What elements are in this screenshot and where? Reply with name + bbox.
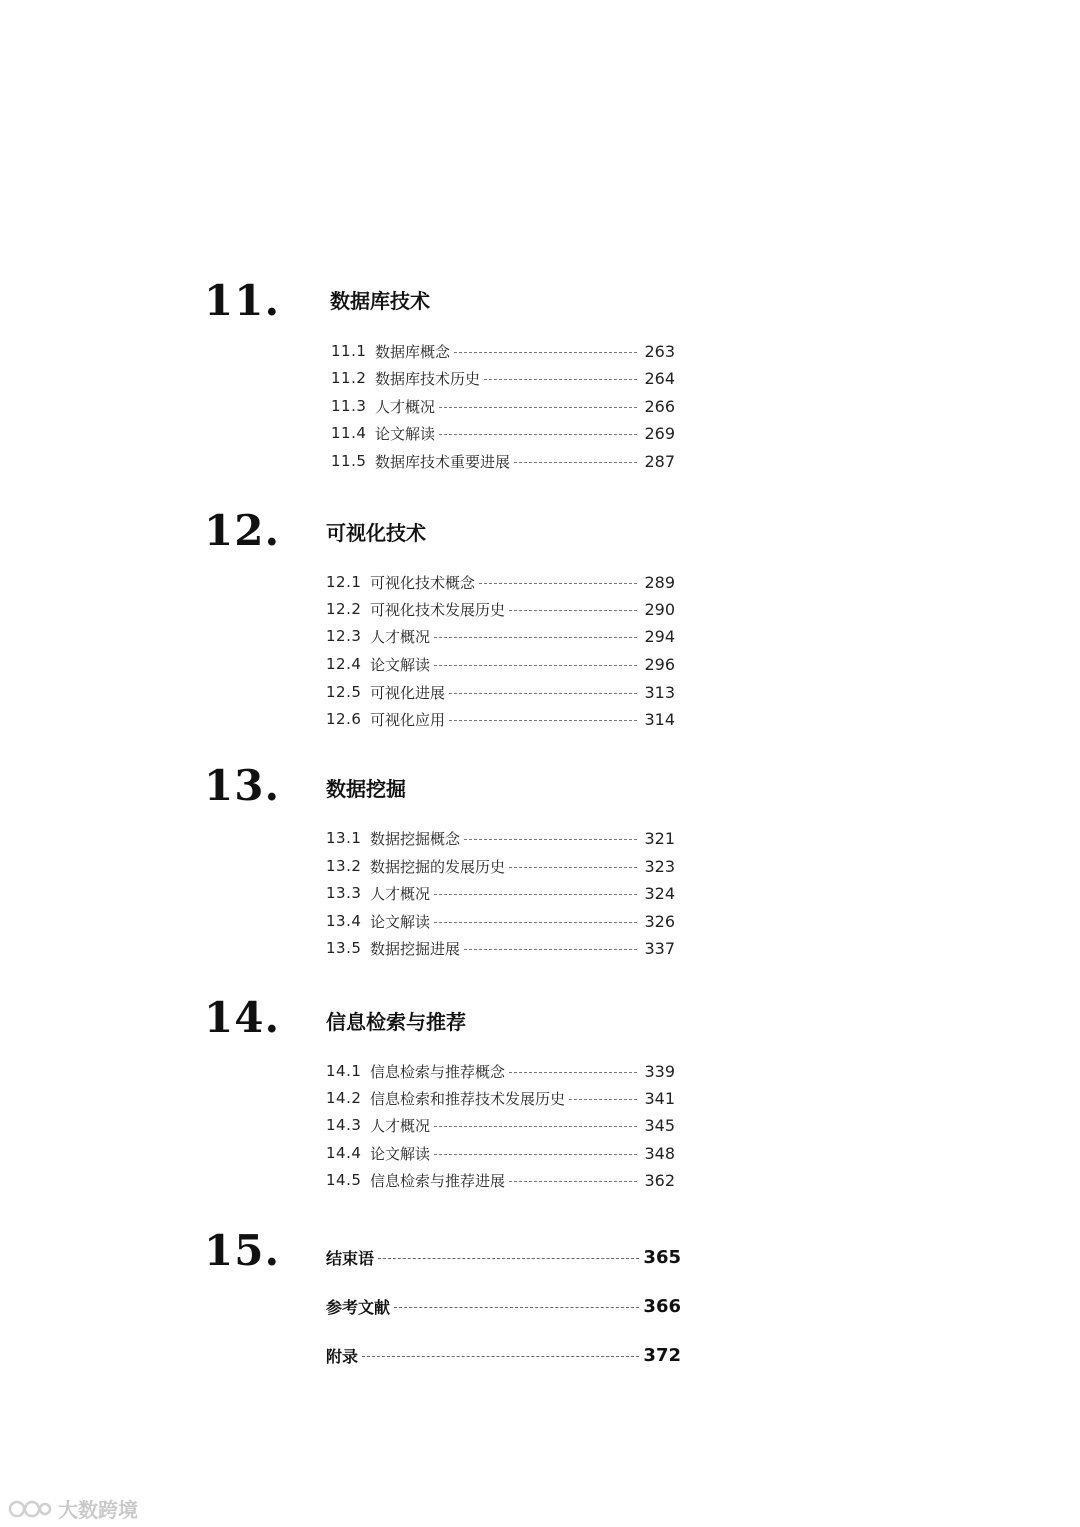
- toc-item[interactable]: [326, 1114, 675, 1136]
- toc-entry-conclusion[interactable]: [326, 1244, 681, 1270]
- toc-item-number: 12.5: [326, 683, 362, 701]
- toc-item-number: 12.3: [326, 627, 362, 645]
- toc-item[interactable]: [326, 910, 675, 932]
- toc-item-label: 论文解读: [370, 912, 431, 931]
- toc-item-number: 13.5: [326, 939, 362, 957]
- toc-item-number: 12.6: [326, 710, 362, 728]
- toc-item-number: 14.4: [326, 1144, 362, 1162]
- chapter-title-14: 信息检索与推荐: [326, 1010, 466, 1034]
- toc-item[interactable]: [326, 1087, 675, 1109]
- toc-entry-appendix[interactable]: [326, 1342, 681, 1368]
- toc-item[interactable]: [326, 1169, 675, 1191]
- toc-item[interactable]: [331, 422, 675, 444]
- dot-leader: [434, 1154, 637, 1155]
- toc-item[interactable]: [331, 450, 675, 472]
- toc-item-page: 296: [644, 654, 675, 674]
- dot-leader: [434, 1126, 637, 1127]
- toc-item-page: 314: [644, 709, 675, 729]
- toc-item-page: 294: [644, 626, 675, 646]
- toc-item-label: 数据挖掘概念: [370, 829, 461, 848]
- toc-entry-page: 372: [643, 1344, 681, 1366]
- toc-item-page: 263: [644, 341, 675, 361]
- watermark: [8, 1494, 138, 1523]
- toc-item-page: 326: [644, 911, 675, 931]
- toc-item-number: 14.3: [326, 1116, 362, 1134]
- toc-item-page: 348: [644, 1143, 675, 1163]
- watermark-text: 大数跨境: [58, 1498, 138, 1522]
- toc-item-number: 14.1: [326, 1062, 362, 1080]
- chapter-number-12: 12.: [204, 506, 281, 555]
- toc-item-label: 可视化进展: [370, 683, 446, 702]
- dot-leader: [464, 949, 637, 950]
- toc-entry-label: 附录: [326, 1346, 359, 1366]
- toc-entry-label: 结束语: [326, 1248, 375, 1268]
- toc-item[interactable]: [326, 1060, 675, 1082]
- toc-item-label: 数据挖掘进展: [370, 939, 461, 958]
- dot-leader: [509, 1072, 637, 1073]
- toc-item-page: 345: [644, 1115, 675, 1135]
- dot-leader: [509, 610, 637, 611]
- chapter-number-11: 11.: [204, 276, 281, 325]
- dot-leader: [479, 583, 637, 584]
- toc-item[interactable]: [331, 367, 675, 389]
- toc-item-number: 11.3: [331, 397, 367, 415]
- dot-leader: [378, 1258, 639, 1259]
- watermark-logo-icon: [8, 1498, 52, 1520]
- toc-entry-page: 366: [643, 1295, 681, 1317]
- toc-item-label: 论文解读: [370, 1144, 431, 1163]
- dot-leader: [449, 720, 637, 721]
- dot-leader: [362, 1356, 639, 1357]
- dot-leader: [394, 1307, 639, 1308]
- toc-item-label: 数据挖掘的发展历史: [370, 857, 506, 876]
- toc-item-number: 14.2: [326, 1089, 362, 1107]
- dot-leader: [514, 462, 637, 463]
- toc-item[interactable]: [331, 395, 675, 417]
- toc-item-label: 人才概况: [370, 1116, 431, 1135]
- toc-item-page: 269: [644, 423, 675, 443]
- toc-item-label: 信息检索与推荐进展: [370, 1171, 506, 1190]
- chapter-number-14: 14.: [204, 993, 281, 1042]
- toc-item-number: 12.1: [326, 573, 362, 591]
- toc-item-page: 324: [644, 883, 675, 903]
- toc-item-label: 信息检索与推荐概念: [370, 1062, 506, 1081]
- chapter-title-11: 数据库技术: [330, 289, 430, 313]
- dot-leader: [434, 637, 637, 638]
- toc-item-label: 人才概况: [370, 884, 431, 903]
- dot-leader: [569, 1099, 637, 1100]
- toc-item-page: 266: [644, 396, 675, 416]
- toc-entry-page: 365: [643, 1246, 681, 1268]
- toc-item[interactable]: [326, 937, 675, 959]
- toc-entry-label: 参考文献: [326, 1297, 391, 1317]
- toc-item-number: 11.1: [331, 342, 367, 360]
- toc-item-page: 341: [644, 1088, 675, 1108]
- toc-item-number: 12.2: [326, 600, 362, 618]
- toc-item-page: 289: [644, 572, 675, 592]
- toc-item-number: 11.2: [331, 369, 367, 387]
- toc-item[interactable]: [326, 681, 675, 703]
- toc-item[interactable]: [326, 855, 675, 877]
- toc-item-page: 362: [644, 1170, 675, 1190]
- dot-leader: [454, 352, 637, 353]
- chapter-number-15: 15.: [204, 1226, 281, 1275]
- toc-item[interactable]: [331, 340, 675, 362]
- toc-item-page: 321: [644, 828, 675, 848]
- toc-item-label: 可视化技术概念: [370, 573, 476, 592]
- toc-item-label: 数据库概念: [375, 342, 451, 361]
- toc-item-page: 323: [644, 856, 675, 876]
- dot-leader: [434, 894, 637, 895]
- toc-item-number: 13.3: [326, 884, 362, 902]
- chapter-title-13: 数据挖掘: [326, 777, 406, 801]
- dot-leader: [509, 1181, 637, 1182]
- toc-item-label: 论文解读: [375, 424, 436, 443]
- toc-item[interactable]: [326, 598, 675, 620]
- toc-item-number: 14.5: [326, 1171, 362, 1189]
- dot-leader: [439, 434, 637, 435]
- toc-item[interactable]: [326, 827, 675, 849]
- toc-item[interactable]: [326, 625, 675, 647]
- toc-item-label: 可视化技术发展历史: [370, 600, 506, 619]
- toc-item-number: 12.4: [326, 655, 362, 673]
- dot-leader: [484, 379, 637, 380]
- toc-entry-references[interactable]: [326, 1293, 681, 1319]
- toc-item-page: 290: [644, 599, 675, 619]
- dot-leader: [434, 665, 637, 666]
- toc-item[interactable]: [326, 882, 675, 904]
- toc-item-number: 11.4: [331, 424, 367, 442]
- dot-leader: [464, 839, 637, 840]
- toc-item-label: 可视化应用: [370, 710, 446, 729]
- toc-item[interactable]: [326, 708, 675, 730]
- toc-item-label: 数据库技术历史: [375, 369, 481, 388]
- toc-item[interactable]: [326, 653, 675, 675]
- toc-item-label: 数据库技术重要进展: [375, 452, 511, 471]
- toc-item-label: 论文解读: [370, 655, 431, 674]
- toc-item-page: 313: [644, 682, 675, 702]
- chapter-title-12: 可视化技术: [326, 521, 426, 545]
- toc-item-label: 人才概况: [375, 397, 436, 416]
- dot-leader: [439, 407, 637, 408]
- toc-item-page: 287: [644, 451, 675, 471]
- toc-item-number: 13.1: [326, 829, 362, 847]
- toc-item-number: 13.4: [326, 912, 362, 930]
- toc-item-label: 人才概况: [370, 627, 431, 646]
- dot-leader: [434, 922, 637, 923]
- toc-item-page: 264: [644, 368, 675, 388]
- toc-item-page: 339: [644, 1061, 675, 1081]
- toc-item[interactable]: [326, 1142, 675, 1164]
- dot-leader: [449, 693, 637, 694]
- toc-item-label: 信息检索和推荐技术发展历史: [370, 1089, 566, 1108]
- toc-item-page: 337: [644, 938, 675, 958]
- chapter-number-13: 13.: [204, 761, 281, 810]
- toc-item-number: 13.2: [326, 857, 362, 875]
- toc-item[interactable]: [326, 571, 675, 593]
- toc-item-number: 11.5: [331, 452, 367, 470]
- dot-leader: [509, 867, 637, 868]
